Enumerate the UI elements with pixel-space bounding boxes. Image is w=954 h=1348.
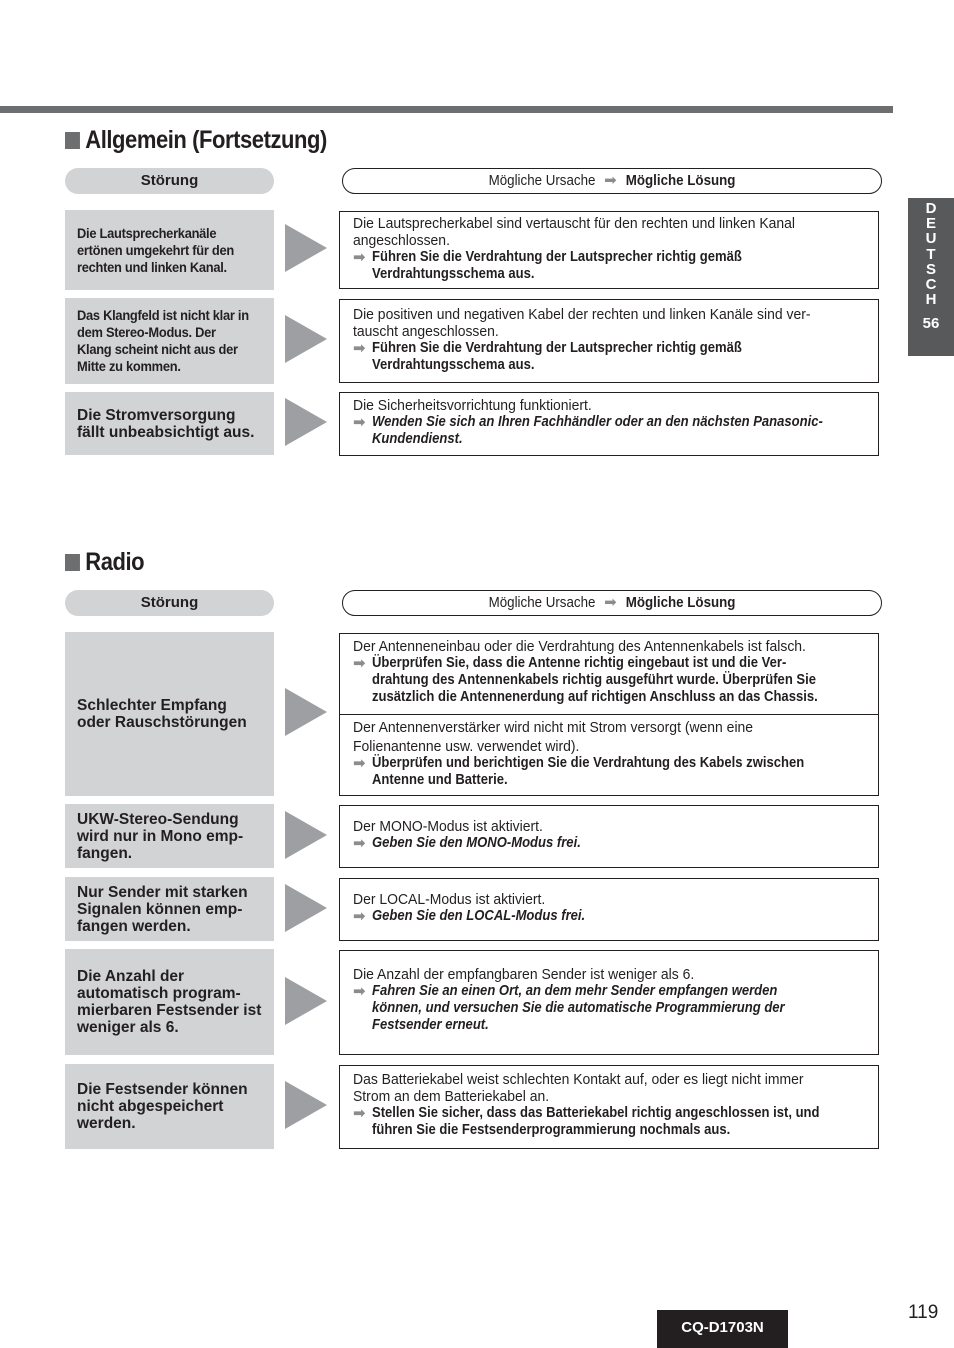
fix-line: Geben Sie den LOCAL-Modus frei.	[372, 908, 586, 924]
cause-line: angeschlossen.	[353, 232, 450, 249]
fix-line: Geben Sie den MONO-Modus frei.	[372, 835, 581, 851]
solution-box	[339, 392, 879, 456]
cause-line: tauscht angeschlossen.	[353, 323, 499, 340]
header-cause: Mögliche Ursache	[488, 595, 596, 611]
tab-letter: T	[926, 245, 936, 263]
solution-box	[339, 1065, 879, 1149]
problem-text: Die Festsender können nicht abgespeichert werden.	[77, 1081, 248, 1132]
page-number: 119	[908, 1302, 939, 1323]
arrow-right-icon: ➡	[353, 1105, 366, 1122]
problem-text: UKW-Stereo-Sendung wird nur in Mono emp-fangen.	[77, 810, 244, 862]
fix-line: Führen Sie die Verdrahtung der Lautsprecher richtig gemäß	[372, 340, 742, 356]
header-cause: Mögliche Ursache	[488, 173, 596, 189]
cause-line: Die Anzahl der empfangbaren Sender ist weniger als 6.	[353, 966, 695, 983]
cause-line: Der Antenneneinbau oder die Verdrahtung des Antennenkabels ist falsch.	[353, 638, 806, 655]
header-stoerung: Störung	[65, 590, 274, 616]
tab-letter: E	[925, 215, 936, 233]
fix-line: Antenne und Batterie.	[372, 772, 508, 788]
tab-letter: H	[925, 291, 937, 309]
problem-text: Das Klangfeld ist nicht klar in dem Stereo-Modus. Der Klang scheint nicht aus der Mitte zu kommen.	[77, 307, 249, 374]
header-stoerung: Störung	[65, 168, 274, 194]
problem-cell	[65, 298, 274, 384]
pointer-triangle-icon	[285, 688, 327, 736]
pointer-triangle-icon	[285, 977, 327, 1025]
arrow-right-icon: ➡	[353, 983, 366, 1000]
pointer-triangle-icon	[285, 398, 327, 446]
solution-cell	[340, 806, 878, 852]
fix-line: Festsender erneut.	[372, 1017, 489, 1033]
problem-text: Schlechter Empfang oder Rauschstörungen	[77, 697, 247, 731]
arrow-right-icon: ➡	[353, 908, 366, 925]
header-solution: Mögliche Lösung	[625, 173, 736, 189]
solution-cell	[340, 300, 878, 374]
fix-line: Kundendienst.	[372, 431, 463, 447]
section-title-text: Radio	[85, 548, 145, 576]
cause-line: Strom an dem Batteriekabel an.	[353, 1088, 550, 1105]
solution-cell	[340, 1066, 878, 1139]
fix-line: Überprüfen und berichtigen Sie die Verdrahtung des Kabels zwischen	[372, 755, 805, 771]
solution-box	[339, 211, 879, 289]
pointer-triangle-icon	[285, 1081, 327, 1129]
cause-line: Die Sicherheitsvorrichtung funktioniert.	[353, 397, 592, 414]
cause-line: Der Antennenverstärker wird nicht mit Strom versorgt (wenn eine	[353, 719, 754, 736]
fix-line: Verdrahtungsschema aus.	[372, 266, 535, 282]
language-tab	[908, 198, 954, 356]
solution-cell	[340, 879, 878, 925]
problem-cell	[65, 1064, 274, 1149]
problem-cell	[65, 632, 274, 796]
problem-text: Die Lautsprecherkanäle ertönen umgekehrt für den rechten und linken Kanal.	[77, 224, 234, 275]
problem-text: Die Stromversorgung fällt unbeabsichtigt aus.	[77, 406, 255, 441]
cause-line: Folienantenne usw. verwendet wird).	[353, 738, 580, 755]
arrow-right-icon: ➡	[353, 340, 366, 357]
cause-line: Das Batteriekabel weist schlechten Kontakt auf, oder es liegt nicht immer	[353, 1071, 804, 1088]
arrow-right-icon: ➡	[353, 414, 366, 431]
fix-line: führen Sie die Festsenderprogrammierung nochmals aus.	[372, 1122, 731, 1138]
solution-box	[339, 299, 879, 383]
fix-line: Fahren Sie an einen Ort, an dem mehr Sender empfangen werden	[372, 983, 778, 999]
header-solution: Mögliche Lösung	[625, 595, 736, 611]
arrow-right-icon: ➡	[353, 755, 366, 772]
solution-cell	[340, 212, 878, 283]
cause-line: Der LOCAL-Modus ist aktiviert.	[353, 891, 546, 908]
arrow-right-icon: ➡	[604, 594, 617, 611]
solution-cell	[340, 714, 878, 789]
pointer-triangle-icon	[285, 315, 327, 363]
tab-letter: U	[925, 230, 937, 248]
fix-line: Führen Sie die Verdrahtung der Lautsprecher richtig gemäß	[372, 249, 742, 265]
tab-letter: S	[925, 260, 936, 278]
solution-box	[339, 633, 879, 796]
header-cause-solution	[342, 168, 882, 194]
cause-line: Die positiven und negativen Kabel der rechten und linken Kanäle sind ver-	[353, 306, 811, 323]
fix-line: Verdrahtungsschema aus.	[372, 357, 535, 373]
fix-line: Stellen Sie sicher, dass das Batteriekabel richtig angeschlossen ist, und	[372, 1105, 820, 1121]
section-title-radio	[65, 548, 144, 577]
tab-letter: D	[925, 200, 937, 217]
section-title-allgemein	[65, 126, 327, 155]
problem-cell	[65, 210, 274, 290]
square-bullet-icon	[65, 132, 80, 149]
arrow-right-icon: ➡	[353, 655, 366, 672]
solution-box	[339, 805, 879, 868]
arrow-right-icon: ➡	[353, 249, 366, 266]
arrow-right-icon: ➡	[353, 835, 366, 852]
solution-cell	[340, 951, 878, 1034]
solution-cell	[340, 393, 878, 448]
arrow-right-icon: ➡	[604, 172, 617, 189]
fix-line: zusätzlich die Antennenerdung auf richtigen Anschluss an das Chassis.	[372, 689, 818, 705]
solution-cell	[340, 634, 878, 714]
pointer-triangle-icon	[285, 811, 327, 859]
cause-line: Die Lautsprecherkabel sind vertauscht für den rechten und linken Kanal	[353, 215, 796, 232]
pointer-triangle-icon	[285, 884, 327, 932]
fix-line: Wenden Sie sich an Ihren Fachhändler oder an den nächsten Panasonic-	[372, 414, 823, 430]
solution-box	[339, 950, 879, 1055]
fix-line: können, und versuchen Sie die automatische Programmierung der	[372, 1000, 785, 1016]
problem-text: Nur Sender mit starken Signalen können emp-fangen werden.	[77, 883, 248, 935]
problem-cell	[65, 949, 274, 1055]
fix-line: Überprüfen Sie, dass die Antenne richtig eingebaut ist und die Ver-	[372, 655, 787, 671]
solution-box	[339, 878, 879, 941]
section-title-text: Allgemein (Fortsetzung)	[85, 126, 327, 154]
problem-cell	[65, 804, 274, 868]
model-badge: CQ-D1703N	[657, 1310, 788, 1348]
problem-text: Die Anzahl der automatisch program-mierbaren Festsender ist weniger als 6.	[77, 968, 262, 1036]
tab-letter: C	[925, 276, 937, 294]
fix-line: drahtung des Antennenkabels richtig ausgeführt wurde. Überprüfen Sie	[372, 672, 817, 688]
header-cause-solution	[342, 590, 882, 616]
top-rule	[0, 106, 893, 113]
problem-cell	[65, 392, 274, 455]
cause-line: Der MONO-Modus ist aktiviert.	[353, 818, 543, 835]
square-bullet-icon	[65, 554, 80, 571]
section-number: 56	[922, 315, 940, 333]
problem-cell	[65, 877, 274, 941]
pointer-triangle-icon	[285, 224, 327, 272]
